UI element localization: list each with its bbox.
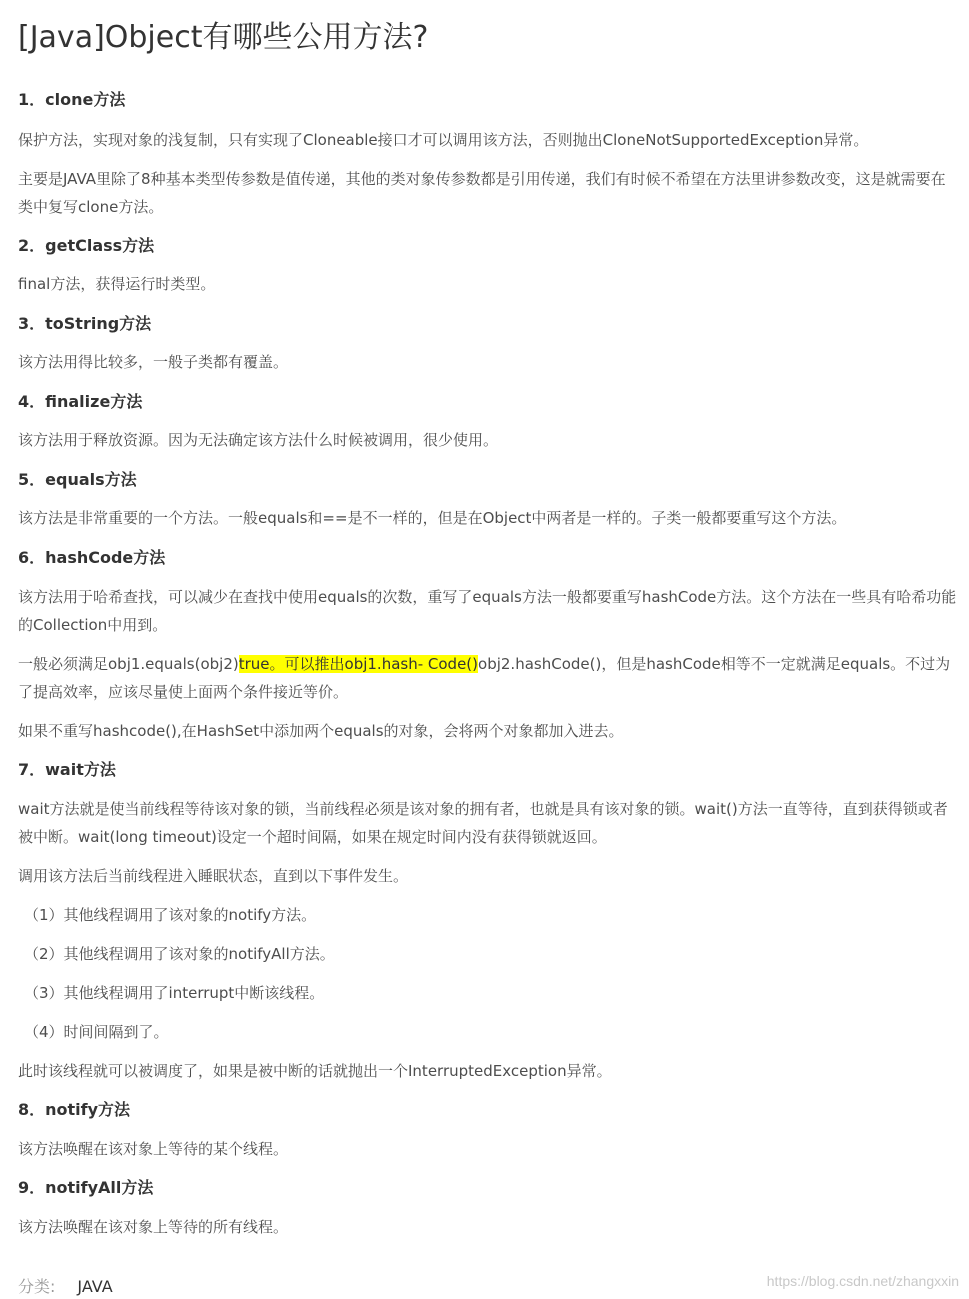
section-clone <box>18 88 958 221</box>
section-wait <box>18 758 958 1085</box>
paragraph: 该方法用得比较多，一般子类都有覆盖。 <box>18 353 289 371</box>
section-equals <box>18 468 958 532</box>
paragraph-highlighted <box>18 650 958 706</box>
section-heading: 2．getClass方法 <box>18 236 155 255</box>
section-heading: 3．toString方法 <box>18 314 152 333</box>
section-heading: 1．clone方法 <box>18 90 126 109</box>
section-heading: 7．wait方法 <box>18 760 116 779</box>
section-heading: 5．equals方法 <box>18 470 137 489</box>
article <box>18 0 958 1241</box>
paragraph: 该方法是非常重要的一个方法。一般equals和==是不一样的，但是在Object中两者是一样的。子类一般都要重写这个方法。 <box>18 509 847 527</box>
category-footer <box>18 1275 113 1299</box>
paragraph: wait方法就是使当前线程等待该对象的锁，当前线程必须是该对象的拥有者，也就是具有该对象的锁。wait()方法一直等待，直到获得锁或者被中断。wait(long timeout)设定一个超时间隔，如果在规定时间内没有获得锁就返回。 <box>18 800 948 846</box>
section-notify <box>18 1098 958 1163</box>
paragraph: 该方法唤醒在该对象上等待的某个线程。 <box>18 1140 289 1158</box>
paragraph: 该方法唤醒在该对象上等待的所有线程。 <box>18 1218 289 1236</box>
page-title: [Java]Object有哪些公用方法? <box>18 20 429 55</box>
watermark: https://blog.csdn.net/zhangxxin <box>766 1273 959 1289</box>
section-heading: 4．finalize方法 <box>18 392 143 411</box>
category-link[interactable]: JAVA <box>77 1277 113 1296</box>
paragraph: 主要是JAVA里除了8种基本类型传参数是值传递，其他的类对象传参数都是引用传递，我们有时候不希望在方法里讲参数改变，这是就需要在类中复写clone方法。 <box>18 170 946 216</box>
section-heading: 9．notifyAll方法 <box>18 1178 154 1197</box>
text-before-highlight: 一般必须满足obj1.equals(obj2) <box>18 655 239 673</box>
section-notifyall <box>18 1176 958 1241</box>
section-finalize <box>18 390 958 454</box>
highlighted-text: true。可以推出obj1.hash- Code() <box>238 655 479 673</box>
paragraph: final方法，获得运行时类型。 <box>18 275 216 293</box>
section-getclass <box>18 234 958 298</box>
paragraph: 该方法用于哈希查找，可以减少在查找中使用equals的次数，重写了equals方法一般都要重写hashCode方法。这个方法在一些具有哈希功能的Collection中用到。 <box>18 588 957 634</box>
list-item: （4）时间间隔到了。 <box>24 1023 169 1041</box>
list-item: （3）其他线程调用了interrupt中断该线程。 <box>24 984 325 1002</box>
paragraph: 此时该线程就可以被调度了，如果是被中断的话就抛出一个InterruptedException异常。 <box>18 1062 612 1080</box>
paragraph: 该方法用于释放资源。因为无法确定该方法什么时候被调用，很少使用。 <box>18 431 499 449</box>
category-label: 分类: <box>18 1277 56 1296</box>
paragraph: 调用该方法后当前线程进入睡眠状态，直到以下事件发生。 <box>18 867 409 885</box>
section-hashcode <box>18 546 958 745</box>
list-item: （1）其他线程调用了该对象的notify方法。 <box>24 906 317 924</box>
section-heading: 6．hashCode方法 <box>18 548 166 567</box>
list-item: （2）其他线程调用了该对象的notifyAll方法。 <box>24 945 335 963</box>
section-heading: 8．notify方法 <box>18 1100 131 1119</box>
text-after-highlight: obj2.hashCode()，但是hashCode相等不一定就满足equals。不过为了提高效率，应该尽量使上面两个条件接近等价。 <box>18 655 951 701</box>
section-tostring <box>18 312 958 376</box>
paragraph: 如果不重写hashcode(),在HashSet中添加两个equals的对象，会将两个对象都加入进去。 <box>18 722 624 740</box>
paragraph: 保护方法，实现对象的浅复制，只有实现了Cloneable接口才可以调用该方法，否则抛出CloneNotSupportedException异常。 <box>18 131 869 149</box>
